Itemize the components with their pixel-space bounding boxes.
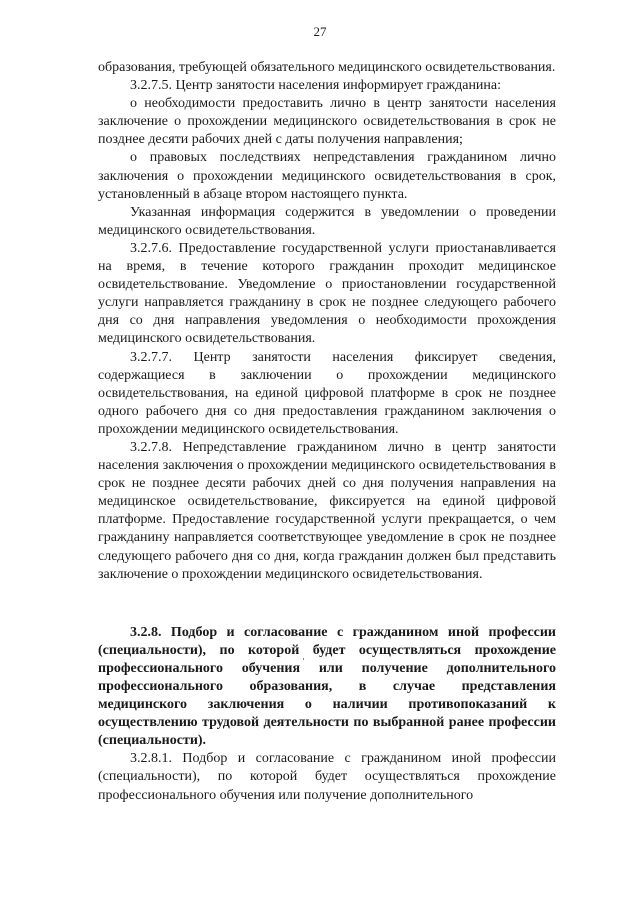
document-body [98, 59, 556, 805]
paragraph-3-2-7-5: 3.2.7.5. Центр занятости населения информирует гражданина: [130, 78, 502, 94]
paragraph-3-2-7-8: 3.2.7.8. Непредставление гражданином лично в центр занятости населения заключения о прохождении медицинского освидетельствования в срок не позднее десяти рабочих дней со дня получения направления на медицинское освидетельствование, фиксируется на единой цифровой платформе. Предоставление государственной услуги прекращается, о чем гражданину направляется соответствующее уведомление в срок не позднее следующего рабочего дня со дня, когда гражданин должен был представить заключение о прохождении медицинского освидетельствования. [98, 439, 556, 582]
paragraph-necessity: о необходимости предоставить лично в центр занятости населения заключение о прохождении медицинского освидетельствования в срок не позднее десяти рабочих дней с даты получения направления; [98, 96, 556, 148]
paragraph-consequences: о правовых последствиях непредставления гражданином лично заключения о прохождении медицинского освидетельствования в срок, установленный в абзаце втором настоящего пункта. [98, 150, 556, 202]
paragraph-3-2-8-1: 3.2.8.1. Подбор и согласование с гражданином иной профессии (специальности), по которой будет осуществляться прохождение профессионального обучения или получение дополнительного [98, 751, 556, 803]
paragraph-3-2-7-6: 3.2.7.6. Предоставление государственной услуги приостанавливается на время, в течение которого гражданин проходит медицинское освидетельствование. Уведомление о приостановлении государственной услуги направляется гражданину в срок не позднее следующего рабочего дня со дня направления уведомления о необходимости прохождения медицинского освидетельствования. [98, 240, 556, 347]
paragraph-notice-info: Указанная информация содержится в уведомлении о проведении медицинского освидетельствования. [98, 204, 556, 238]
section-heading-3-2-8: 3.2.8. Подбор и согласование с гражданином иной профессии (специальности), по которой будет осуществляться прохождение профессионального обучения или получение дополнительного профессионального образования, в случае представления медицинского заключения о наличии противопоказаний к осуществлению трудовой деятельности по выбранной ранее профессии (специальности). [98, 624, 556, 749]
paragraph-continuation: образования, требующей обязательного медицинского освидетельствования. [98, 60, 556, 75]
page-number: 27 [313, 24, 327, 39]
scan-speck [303, 658, 304, 660]
paragraph-3-2-7-7: 3.2.7.7. Центр занятости населения фиксирует сведения, содержащиеся в заключении о прохождении медицинского освидетельствования, на единой цифровой платформе в срок не позднее одного рабочего дня со дня предоставления гражданином заключения о прохождении медицинского освидетельствования. [98, 349, 556, 437]
